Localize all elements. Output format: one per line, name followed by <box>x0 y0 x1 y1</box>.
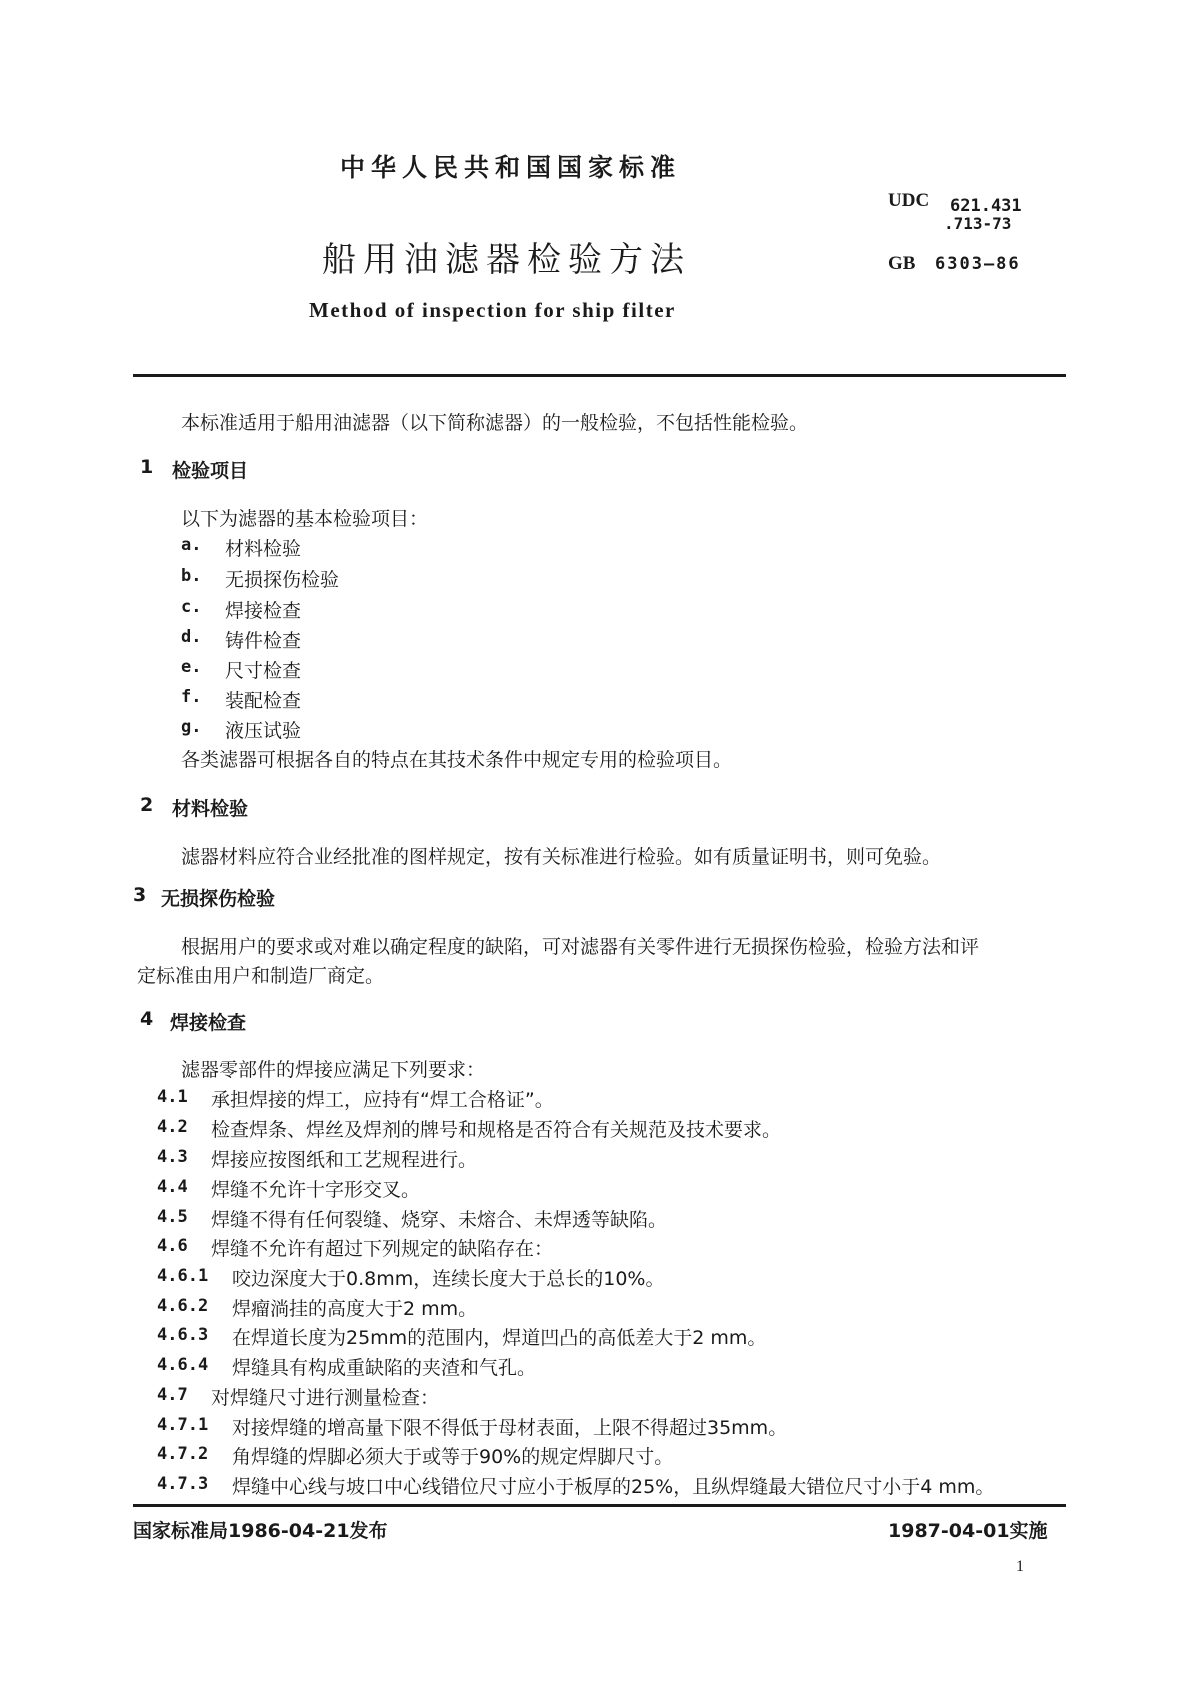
clause-text: 焊瘤淌挂的高度大于2 mm。 <box>232 1298 478 1320</box>
clause-text: 焊缝不允许十字形交叉。 <box>211 1179 421 1201</box>
clause-number: 4.2 <box>157 1117 188 1137</box>
clause-text: 焊缝具有构成重缺陷的夹渣和气孔。 <box>232 1357 537 1379</box>
item-label: d. <box>181 627 202 647</box>
section-1-title: 检验项目 <box>172 460 249 482</box>
clause-text: 检查焊条、焊丝及焊剂的牌号和规格是否符合有关规范及技术要求。 <box>211 1119 782 1141</box>
clause-text: 角焊缝的焊脚必须大于或等于90%的规定焊脚尺寸。 <box>232 1446 674 1468</box>
clause-text: 对焊缝尺寸进行测量检查： <box>211 1387 440 1409</box>
section-4-title: 焊接检查 <box>170 1012 247 1034</box>
section-1-number: 1 <box>140 456 154 478</box>
clause-number: 4.6.1 <box>157 1266 209 1286</box>
item-text: 无损探伤检验 <box>225 569 340 591</box>
section-3-title: 无损探伤检验 <box>161 888 276 910</box>
clause-number: 4.6 <box>157 1236 188 1256</box>
section-1-lead: 以下为滤器的基本检验项目： <box>181 508 429 530</box>
section-3-number: 3 <box>133 884 147 906</box>
header-rule <box>133 374 1066 377</box>
udc-label: UDC <box>888 190 930 211</box>
title-chinese: 船用油滤器检验方法 <box>322 240 691 280</box>
clause-number: 4.7.1 <box>157 1415 209 1435</box>
clause-text: 焊缝中心线与坡口中心线错位尺寸应小于板厚的25%，且纵焊缝最大错位尺寸小于4 mm。 <box>232 1476 995 1498</box>
clause-number: 4.4 <box>157 1177 188 1197</box>
item-text: 铸件检查 <box>225 630 302 652</box>
item-text: 液压试验 <box>225 720 302 742</box>
gb-number: 6303—86 <box>935 254 1021 274</box>
title-english: Method of inspection for ship filter <box>309 298 676 322</box>
clause-number: 4.1 <box>157 1087 188 1107</box>
clause-number: 4.7.3 <box>157 1474 209 1494</box>
udc-code-line2: .713-73 <box>944 214 1012 233</box>
section-4-number: 4 <box>140 1008 154 1030</box>
clause-number: 4.6.4 <box>157 1355 209 1375</box>
clause-text: 焊缝不得有任何裂缝、烧穿、未熔合、未焊透等缺陷。 <box>211 1209 668 1231</box>
item-label: a. <box>181 535 202 555</box>
item-text: 尺寸检查 <box>225 660 302 682</box>
clause-number: 4.6.2 <box>157 1296 209 1316</box>
clause-text: 焊接应按图纸和工艺规程进行。 <box>211 1149 478 1171</box>
section-4-lead: 滤器零部件的焊接应满足下列要求： <box>181 1059 486 1081</box>
clause-text: 承担焊接的焊工，应持有“焊工合格证”。 <box>211 1089 554 1111</box>
item-text: 材料检验 <box>225 538 302 560</box>
item-text: 装配检查 <box>225 690 302 712</box>
section-3-body-line2: 定标准由用户和制造厂商定。 <box>137 965 385 987</box>
clause-number: 4.3 <box>157 1147 188 1167</box>
clause-text: 对接焊缝的增高量下限不得低于母材表面，上限不得超过35mm。 <box>232 1417 788 1439</box>
clause-number: 4.5 <box>157 1207 188 1227</box>
gb-label: GB <box>888 253 916 274</box>
clause-text: 咬边深度大于0.8mm，连续长度大于总长的10%。 <box>232 1268 665 1290</box>
effective-date: 1987-04-01实施 <box>888 1520 1048 1542</box>
issue-date: 国家标准局1986-04-21发布 <box>133 1520 388 1542</box>
footer-rule <box>133 1504 1066 1507</box>
standard-type: 中华人民共和国国家标准 <box>340 153 682 182</box>
section-1-tail: 各类滤器可根据各自的特点在其技术条件中规定专用的检验项目。 <box>181 749 733 771</box>
item-label: b. <box>181 566 202 586</box>
item-label: g. <box>181 717 202 737</box>
clause-text: 在焊道长度为25mm的范围内，焊道凹凸的高低差大于2 mm。 <box>232 1327 767 1349</box>
clause-text: 焊缝不允许有超过下列规定的缺陷存在： <box>211 1238 554 1260</box>
item-label: f. <box>181 687 202 707</box>
clause-number: 4.7 <box>157 1385 188 1405</box>
clause-number: 4.7.2 <box>157 1444 209 1464</box>
udc-code-line1: 621.431 <box>950 196 1022 216</box>
section-2-body: 滤器材料应符合业经批准的图样规定，按有关标准进行检验。如有质量证明书，则可免验。 <box>181 846 942 868</box>
item-label: c. <box>181 597 202 617</box>
item-label: e. <box>181 657 202 677</box>
section-3-body-line1: 根据用户的要求或对难以确定程度的缺陷，可对滤器有关零件进行无损探伤检验，检验方法和评 <box>181 936 980 958</box>
page-number: 1 <box>1016 1558 1024 1575</box>
section-2-number: 2 <box>140 794 154 816</box>
intro-paragraph: 本标准适用于船用油滤器（以下简称滤器）的一般检验，不包括性能检验。 <box>181 412 809 434</box>
clause-number: 4.6.3 <box>157 1325 209 1345</box>
item-text: 焊接检查 <box>225 600 302 622</box>
section-2-title: 材料检验 <box>172 798 249 820</box>
